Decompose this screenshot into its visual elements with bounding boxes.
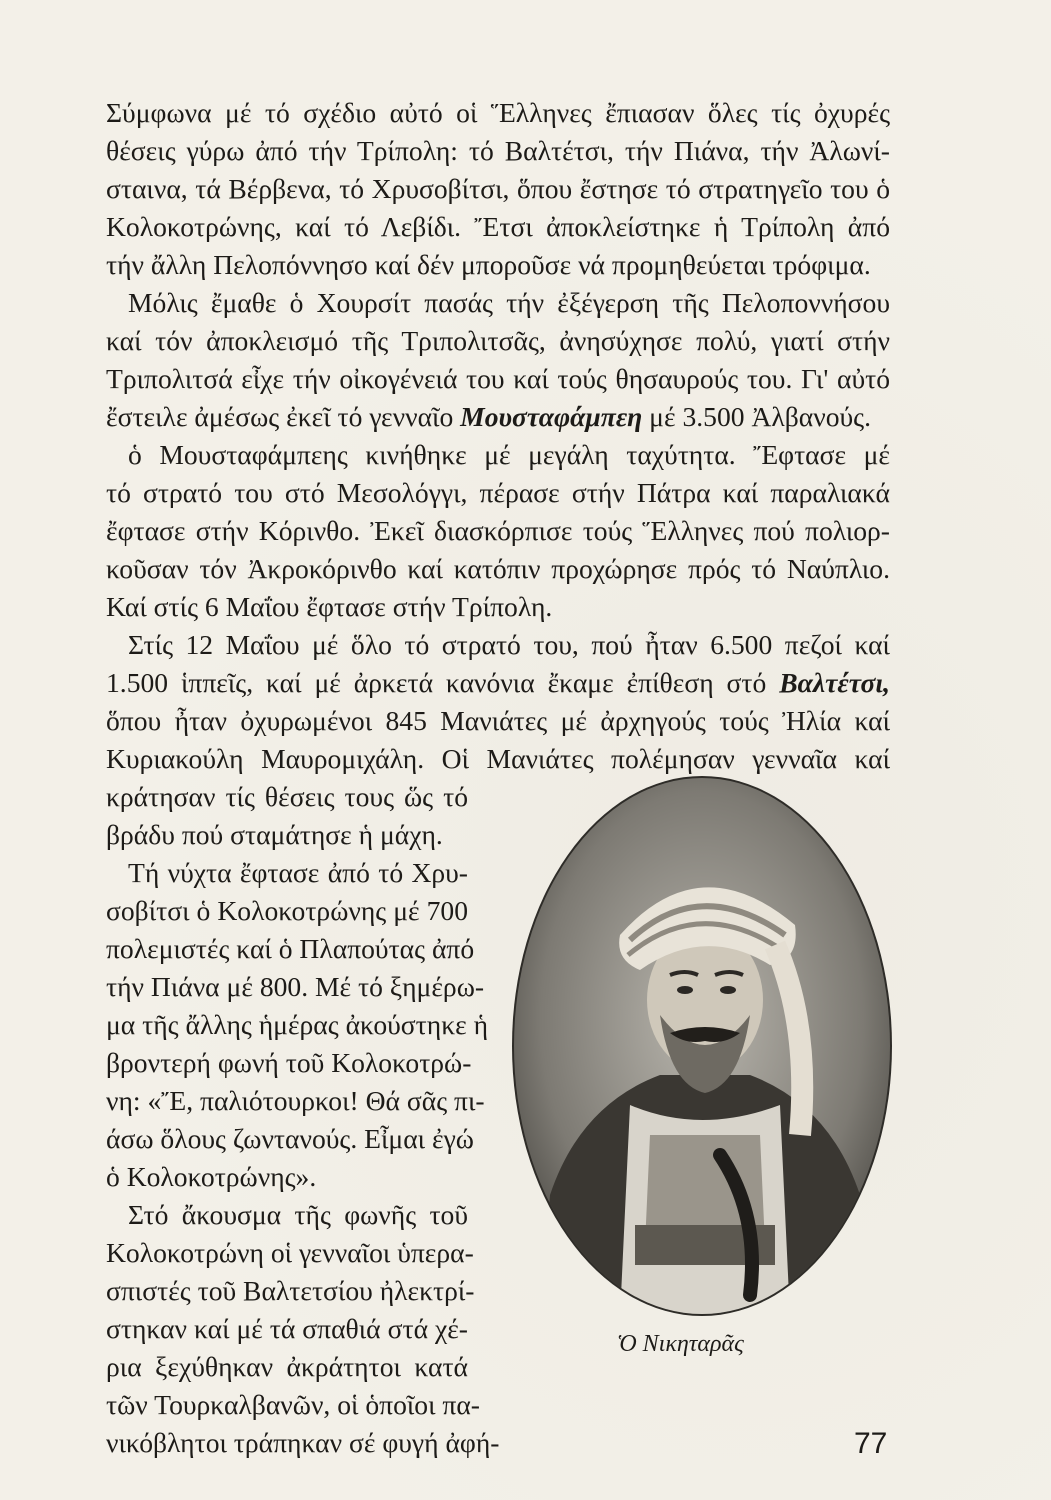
body-text-line: Μόλις ἔμαθε ὁ Χουρσίτ πασάς τήν ἐξέγερση τῆς Πελοποννήσου [128, 287, 890, 318]
body-text-line: βράδυ πού σταμάτησε ἡ μάχη. [106, 819, 443, 850]
body-text-line: Τριπολιτσά εἶχε τήν οἰκογένειά του καί τούς θησαυρούς του. Γι' αὐτό [106, 363, 890, 394]
body-text-line: ἔφτασε στήν Κόρινθο. Ἐκεῖ διασκόρπισε τούς Ἕλληνες πού πολιορ- [106, 515, 890, 546]
emphasized-name: Μουσταφάμπεη [460, 401, 643, 432]
body-text-line: Στό ἄκουσμα τῆς φωνῆς τοῦ [128, 1199, 468, 1230]
body-text-line: Κολοκοτρώνης, καί τό Λεβίδι. Ἔτσι ἀποκλείστηκε ἡ Τρίπολη ἀπό [106, 211, 890, 242]
body-text-line: ρια ξεχύθηκαν ἀκράτητοι κατά [106, 1351, 468, 1382]
body-text-line: Τή νύχτα ἔφτασε ἀπό τό Χρυ- [128, 857, 468, 888]
emphasized-place: Βαλτέτσι, [779, 667, 890, 698]
body-text-line: στηκαν καί μέ τά σπαθιά στά χέ- [106, 1313, 468, 1344]
body-text-line: Κολοκοτρώνη οἱ γενναῖοι ὑπερα- [106, 1237, 474, 1268]
body-text-line: ὅπου ἦταν ὀχυρωμένοι 845 Μανιάτες μέ ἀρχηγούς τούς Ἠλία καί [106, 705, 890, 736]
body-text-line: καί τόν ἀποκλεισμό τῆς Τριπολιτσᾶς, ἀνησύχησε πολύ, γιατί στήν [106, 325, 890, 356]
body-text-line: σπιστές τοῦ Βαλτετσίου ἠλεκτρί- [106, 1275, 475, 1306]
body-text-line: κράτησαν τίς θέσεις τους ὥς τό [106, 781, 468, 812]
portrait-image [510, 775, 894, 1317]
body-text-line: τῶν Τουρκαλβανῶν, οἱ ὁποῖοι πα- [106, 1389, 480, 1420]
body-text-line: Καί στίς 6 Μαΐου ἔφτασε στήν Τρίπολη. [106, 591, 553, 622]
body-text-line: σοβίτσι ὁ Κολοκοτρώνης μέ 700 [106, 895, 468, 926]
body-text-line: τήν Πιάνα μέ 800. Μέ τό ξημέρω- [106, 971, 485, 1002]
body-text-line: νη: «Ἔ, παλιότουρκοι! Θά σᾶς πι- [106, 1085, 485, 1116]
body-text-line: νικόβλητοι τράπηκαν σέ φυγή ἀφή- [106, 1427, 500, 1458]
body-text-line: τήν ἄλλη Πελοπόννησο καί δέν μποροῦσε νά προμηθεύεται τρόφιμα. [106, 249, 871, 280]
body-text-line: Στίς 12 Μαΐου μέ ὅλο τό στρατό του, πού ἦταν 6.500 πεζοί καί [128, 629, 890, 660]
line-segment: 1.500 ἱππεῖς, καί μέ ἀρκετά κανόνια ἔκαμε ἐπίθεση στό [106, 667, 780, 698]
body-text-line: σταινα, τά Βέρβενα, τό Χρυσοβίτσι, ὅπου ἔστησε τό στρατηγεῖο του ὁ [106, 173, 890, 204]
body-text-line: ὁ Κολοκοτρώνης». [106, 1161, 317, 1192]
figure-caption: Ὁ Νικηταρᾶς [617, 1331, 744, 1357]
body-text-line: βροντερή φωνή τοῦ Κολοκοτρώ- [106, 1047, 472, 1078]
line-segment: μέ 3.500 Ἀλβανούς. [642, 401, 872, 432]
line-segment: ἔστειλε ἀμέσως ἐκεῖ τό γενναῖο [106, 401, 461, 432]
body-text-line: πολεμιστές καί ὁ Πλαπούτας ἀπό [106, 933, 475, 964]
page-number: 77 [854, 1427, 888, 1460]
body-text-line: Κυριακούλη Μαυρομιχάλη. Οἱ Μανιάτες πολέμησαν γενναῖα καί [106, 743, 890, 774]
body-text-line: άσω ὅλους ζωντανούς. Εἶμαι ἐγώ [106, 1123, 474, 1154]
body-text-line-with-emphasis [106, 400, 890, 436]
body-text-line: Σύμφωνα μέ τό σχέδιο αὐτό οἱ Ἕλληνες ἔπιασαν ὅλες τίς ὀχυρές [106, 97, 890, 128]
body-text-line: θέσεις γύρω ἀπό τήν Τρίπολη: τό Βαλτέτσι, τήν Πιάνα, τήν Ἀλωνί- [106, 135, 890, 166]
body-text-line-with-emphasis [106, 666, 890, 702]
body-text-line: τό στρατό του στό Μεσολόγγι, πέρασε στήν Πάτρα καί παραλιακά [106, 477, 890, 508]
body-text-line: μα τῆς ἄλλης ἡμέρας ἀκούστηκε ἡ [106, 1009, 489, 1040]
body-text-line: ὁ Μουσταφάμπεης κινήθηκε μέ μεγάλη ταχύτητα. Ἔφτασε μέ [128, 439, 890, 470]
body-text-line: κοῦσαν τόν Ἀκροκόρινθο καί κατόπιν προχώρησε πρός τό Ναύπλιο. [106, 553, 890, 584]
